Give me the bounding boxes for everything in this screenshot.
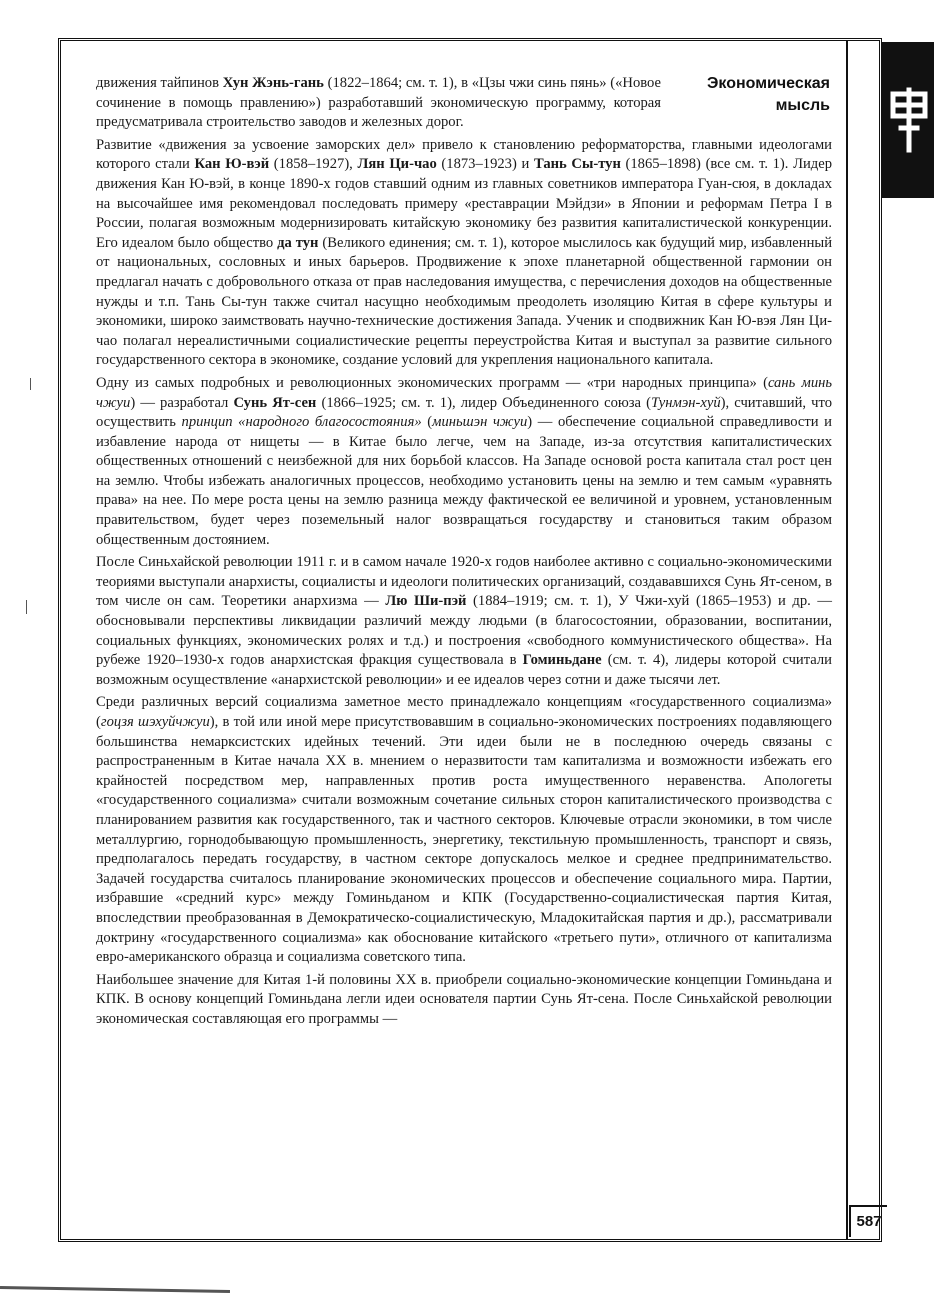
scan-artifact: [30, 378, 31, 390]
section-glyph-icon: [889, 86, 929, 156]
paragraph: Наибольшее значение для Китая 1-й половины XX в. приобрели социально-экономические концепции Гоминьдана и КПК. В основу концепций Гоминьдана легли идеи основателя партии Сунь Ят-сена. После Синьхайской революции экономическая составляющая его программы —: [96, 971, 832, 1027]
paragraph: Среди различных версий социализма заметное место принадлежало концепциям «государственного социализма» (гоцзя шэхуйчжуи), в той или иной мере присутствовавшим в социально-экономических построениях подавляющего большинства немарксистских идейных течений. Эти идеи были не в последнюю очередь связаны с распространенным в Китае начала XX в. мнением о неразвитости там капитализма и возможности избежать его крайностей посредством мер, направленных против роста имущественного неравенства. Апологеты «государственного социализма» считали возможным сочетание сильных сторон капиталистического производства с планированием развития как государственного, так и частного секторов. Ключевые отрасли экономики, в том числе металлургию, горнодобывающую промышленность, энергетику, текстильную промышленность, транспорт и связь, предполагалось передать государству, в частном секторе допускалось мелкое и среднее предпринимательство. Задачей государства считалось планирование экономических процессов и обеспечение социального мира. Партии, избравшие «средний курс» между Гоминьданом и КПК (Государственно-социалистическая партия Китая, впоследствии преобразованная в Демократическо-социалистическую, Младокитайская партия и др.), рассматривали доктрину «государственного социализма» как обоснование китайского «третьего пути», отличного от капитализма евро-американского образца и социализма советского типа.: [96, 694, 832, 966]
section-heading-line: Экономическая: [707, 75, 830, 92]
scan-artifact: [26, 600, 27, 614]
margin-divider: [846, 40, 848, 1240]
article-body: [96, 74, 832, 1033]
paragraph: После Синьхайской революции 1911 г. и в самом начале 1920-х годов наиболее активно с социально-экономическими теориями выступали анархисты, социалисты и идеологи политических организаций, создававшихся Сунь Ят-сеном, в том числе он сам. Теоретики анархизма — Лю Ши-пэй (1884–1919; см. т. 1), У Чжи-хуй (1865–1953) и др. — обосновывали перспективы ликвидации различий между людьми (в благосостоянии, образовании, воспитании, социальных функциях, экономических ролях и т.д.) и построения «свободного коммунистического общества». На рубеже 1920–1930-х годов анархистская фракция существовала в Гоминьдане (см. т. 4), лидеры которой считали возможным осуществление «анархистской революции» и ее идеалов через сотни и даже тысячи лет.: [96, 554, 833, 688]
page-number: 587: [849, 1205, 887, 1237]
section-heading-line: мысль: [775, 97, 830, 114]
paragraph: движения тайпинов Хун Жэнь-гань (1822–1864; см. т. 1), в «Цзы чжи синь пянь» («Новое сочинение в помощь правлению») разработавший экономическую программу, которая предусматривала строительство заводов и железных дорог.: [96, 75, 662, 131]
paragraph: Развитие «движения за усвоение заморских дел» привело к становлению реформаторства, главными идеологами которого стали Кан Ю-вэй (1858–1927), Лян Ци-чао (1873–1923) и Тань Сы-тун (1865–1898) (все см. т. 1). Лидер движения Кан Ю-вэй, в конце 1890-х годов ставший одним из главных советников императора Гуан-сюя, в докладах на высочайшее имя рекомендовал последовать примеру «реставрации Мэйдзи» в Японии и реформам Петра I в России, полагая возможным модернизировать китайскую экономику без развития капиталистической конкуренции. Его идеалом было общество да тун (Великого единения; см. т. 1), которое мыслилось как будущий мир, избавленный от национальных, сословных и иных барьеров. Продвижение к эпохе планетарной общественной гармонии он предлагал начать с добровольного отказа от прав наследования имущества, с перечисления доходов на общественные нужды и т.п. Тань Сы-тун также считал насущно необходимым преодолеть изоляцию Китая в сфере культуры и экономики, широко заимствовать научно-технические достижения Запада. Ученик и сподвижник Кан Ю-вэя Лян Ци-чао полагал нереалистичными социалистические рецепты переустройства Китая и выступал за развитие сильного государственного сектора в экономике, создание условий для укрепления национального капитала.: [96, 136, 833, 369]
paragraph: Одну из самых подробных и революционных экономических программ — «три народных принципа» (сань минь чжуи) — разработал Сунь Ят-сен (1866–1925; см. т. 1), лидер Объединенного союза (Тунмэн-хуй), считавший, что осуществить принцип «народного благосостояния» (миньшэн чжуи) — обеспечение социальной справедливости и избавление народа от нищеты — в Китае было легче, чем на Западе, из-за отсутствия капиталистических общественных отношений с неизбежной для них борьбой классов. На Западе основой роста капитала стал рост цен на землю. Чтобы избежать аналогичных процессов, необходимо установить цены на землю и тем самым «уравнять права» на нее. По мере роста цены на землю разница между фактической ее величиной и уровнем, установленным правительством, будет через поземельный налог возвращаться государству и становиться таким образом общественным достоянием.: [96, 374, 833, 548]
scan-artifact: [0, 1286, 230, 1293]
